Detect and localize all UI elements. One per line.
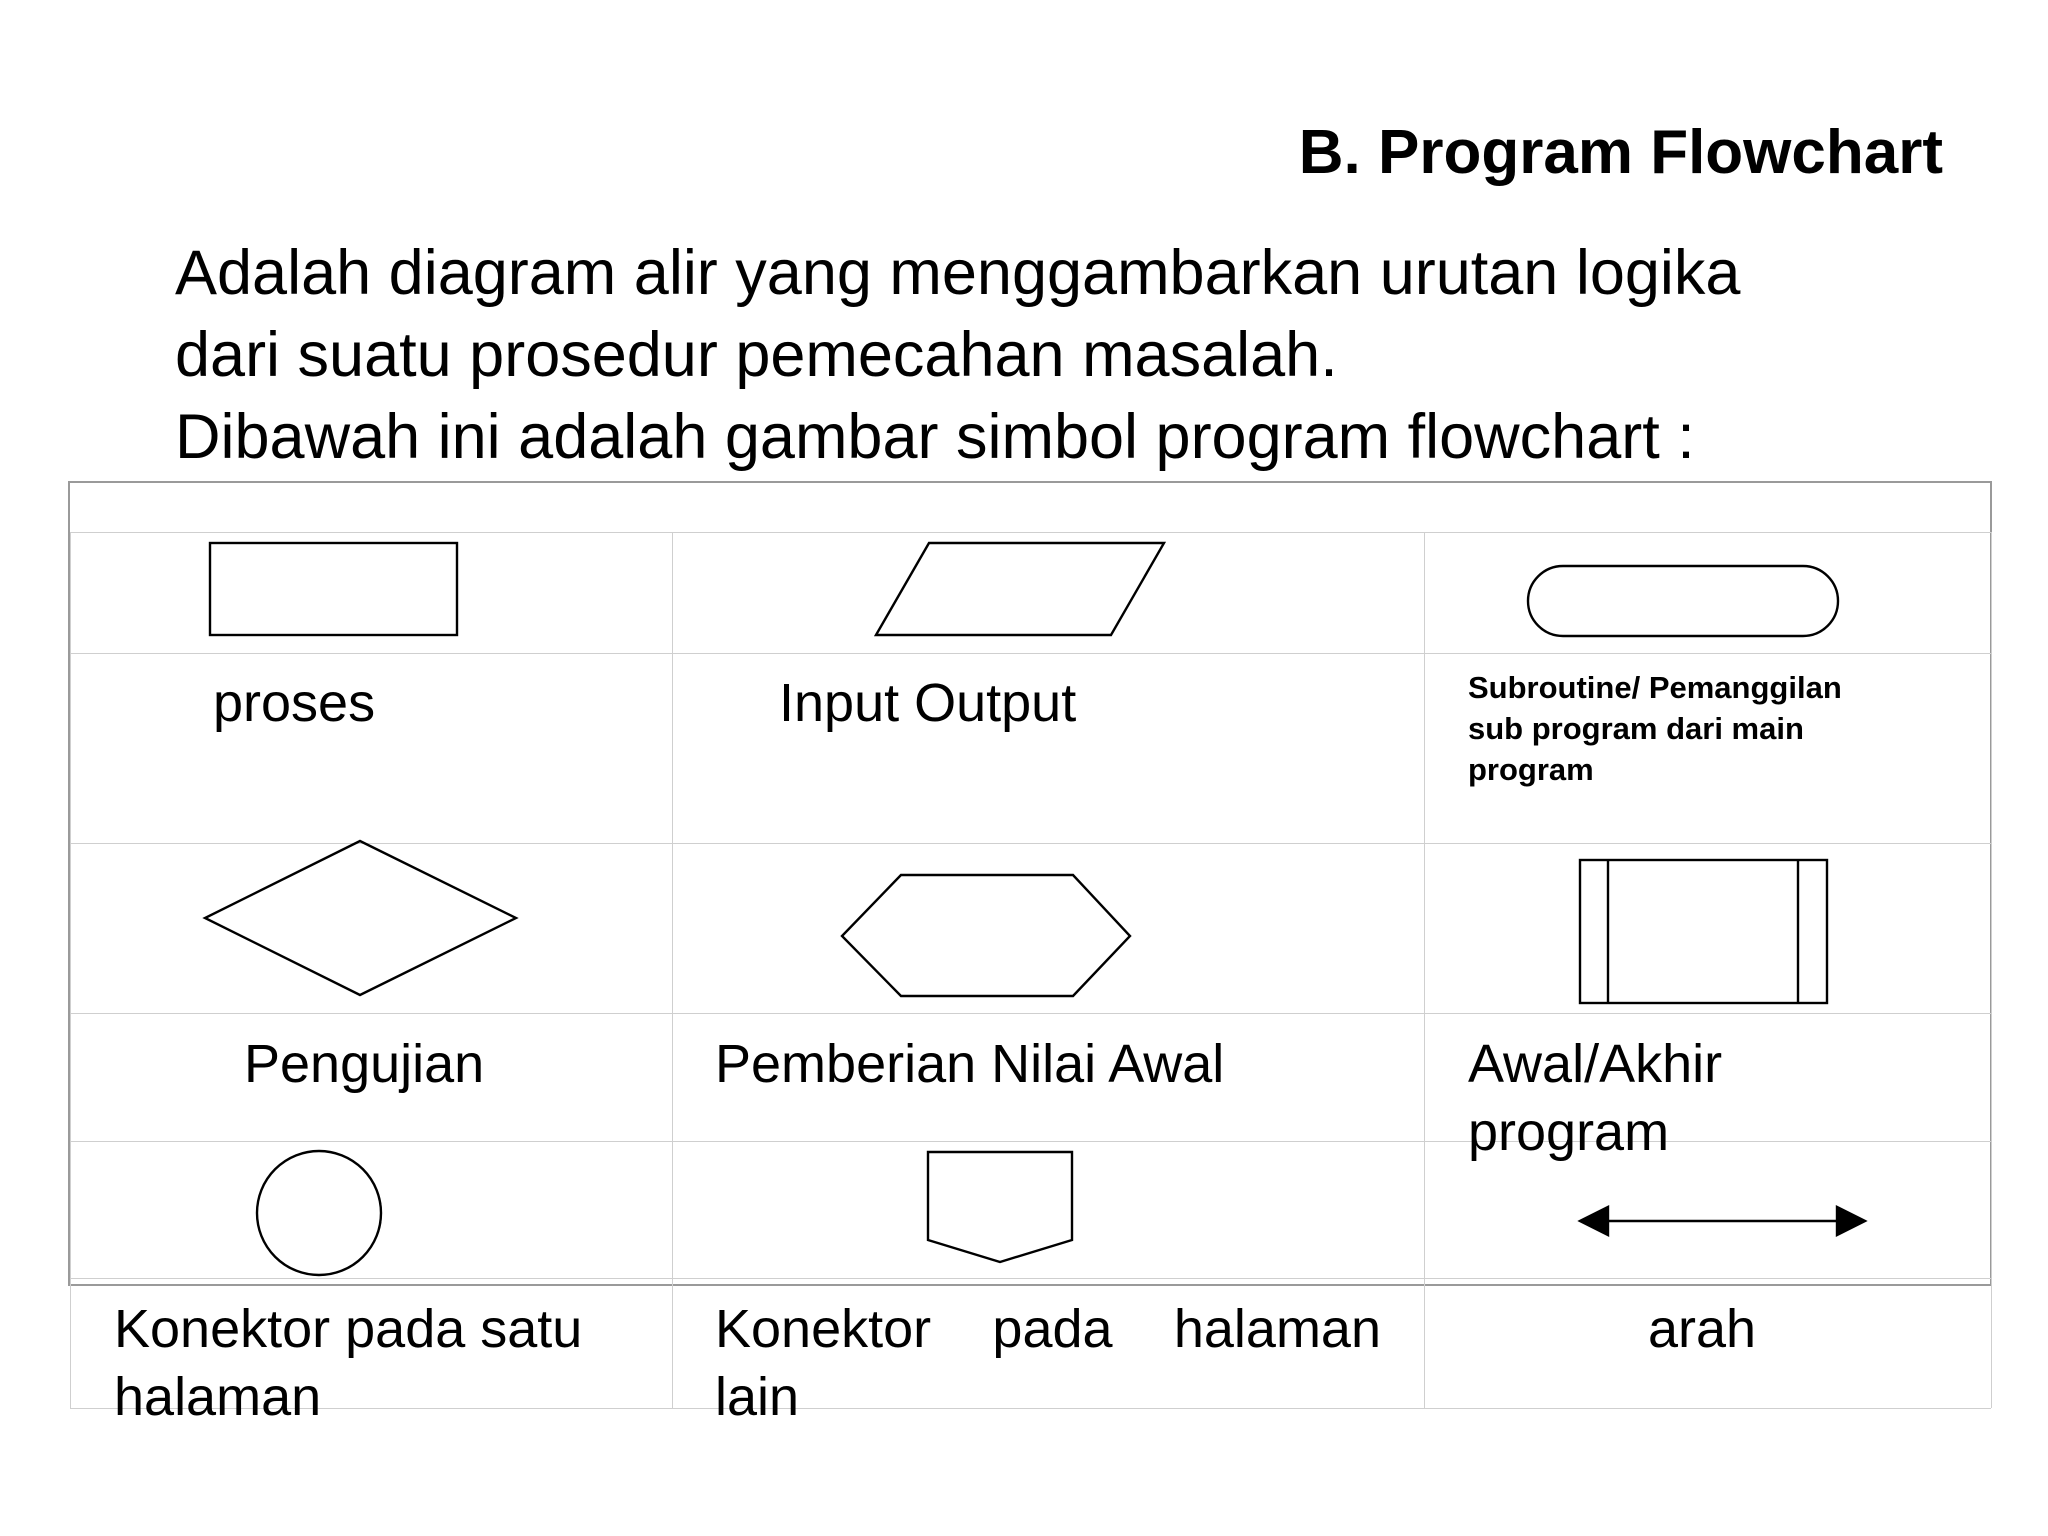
label-konektor-lain-line-2: lain (715, 1367, 800, 1427)
label-konektor-satu-halaman (114, 1295, 634, 1431)
label-awal-akhir-line-1: Awal/Akhir (1468, 1034, 1723, 1094)
subroutine-symbol (1528, 566, 1838, 636)
predefined-process-symbol (1580, 860, 1827, 1003)
label-awal-akhir-line-2: program (1468, 1102, 1670, 1162)
label-konektor-satu-line-2: halaman (114, 1367, 322, 1427)
label-subroutine-line-1: Subroutine/ Pemanggilan (1468, 670, 1842, 705)
label-arah: arah (1648, 1299, 1757, 1359)
intro-line-2: dari suatu prosedur pemecahan masalah. (175, 320, 1338, 390)
label-konektor-satu-line-1: Konektor pada satu (114, 1299, 583, 1359)
label-input-output: Input Output (779, 673, 1077, 733)
intro-line-3: Dibawah ini adalah gambar simbol program flowchart : (175, 402, 1695, 472)
page-title: B. Program Flowchart (1298, 118, 1943, 187)
label-konektor-halaman-lain (715, 1295, 1381, 1431)
intro-line-1: Adalah diagram alir yang menggambarkan urutan logika (175, 238, 1741, 308)
preparation-symbol (842, 875, 1130, 996)
label-pemberian-nilai-awal: Pemberian Nilai Awal (715, 1034, 1225, 1094)
process-symbol (210, 543, 457, 635)
input-output-symbol (876, 543, 1164, 635)
label-proses: proses (213, 673, 376, 733)
label-subroutine-line-3: program (1468, 752, 1594, 787)
label-subroutine-line-2: sub program dari main (1468, 711, 1804, 746)
double-arrow-icon (1580, 1207, 1865, 1235)
on-page-connector-symbol (257, 1151, 381, 1275)
off-page-connector-symbol (928, 1152, 1072, 1262)
decision-symbol (205, 841, 516, 995)
label-konektor-lain-line-1: Konektor pada halaman (715, 1299, 1381, 1359)
label-pengujian: Pengujian (244, 1034, 485, 1094)
label-subroutine (1468, 667, 1842, 790)
label-awal-akhir (1468, 1030, 1722, 1166)
